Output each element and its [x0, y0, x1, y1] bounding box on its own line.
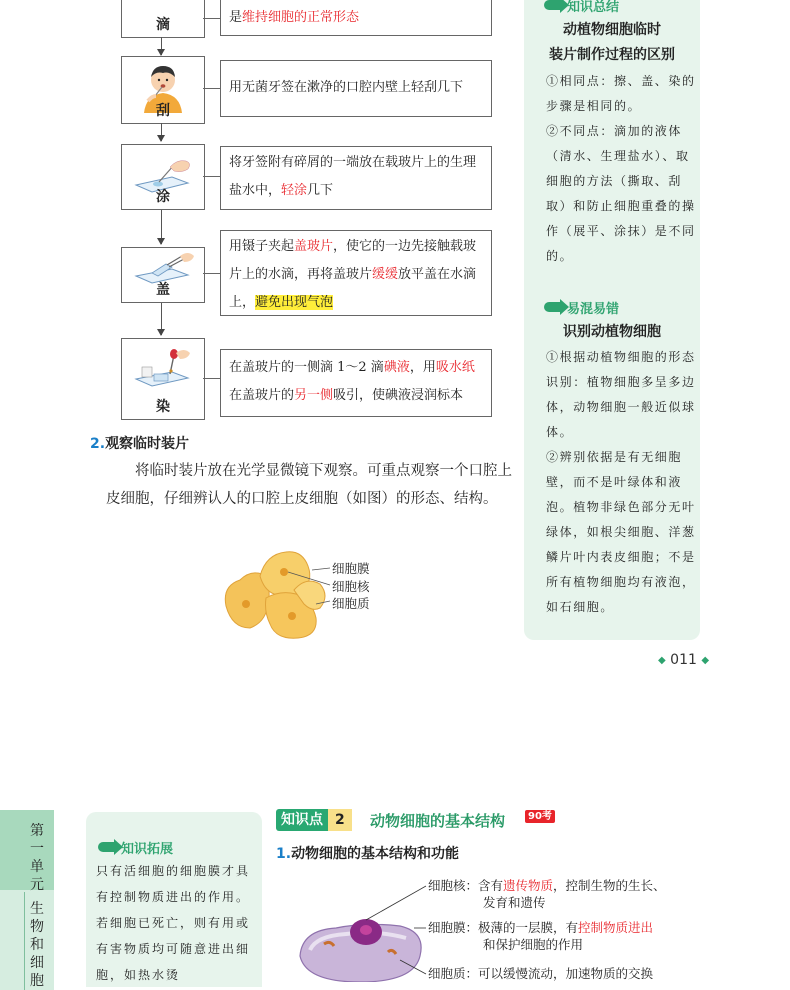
summary-title-line1: 动植物细胞临时	[563, 22, 661, 38]
summary-heading: 知识总结	[544, 0, 619, 15]
iodine-stain-icon	[122, 347, 204, 401]
step-text-segment: ，使它的一边先接触载玻片上的水滴，再将盖玻片	[229, 239, 477, 282]
summary-title-line2: 装片制作过程的区别	[549, 47, 675, 63]
step-text-segment: ，用	[409, 360, 436, 375]
step-text-segment: 在盖玻片的	[229, 388, 295, 403]
knowledge-extension-panel	[86, 812, 262, 987]
step-icon-box-cover	[121, 247, 205, 303]
step-icon-box-smear	[121, 144, 205, 210]
unit-number-tab	[0, 810, 54, 890]
key-term-red: 另一侧	[294, 388, 334, 403]
unit-name-text: 生 物 和 细 胞	[30, 901, 44, 989]
step-text-segment: 在盖玻片的一侧滴 1～2 滴	[229, 360, 384, 375]
step-text-segment: 用无菌牙签在漱净的口腔内壁上轻刮几下	[229, 80, 464, 95]
label-cell-membrane: 细胞膜	[332, 561, 370, 576]
step-label: 滴	[156, 17, 170, 33]
key-term-red: 盖玻片	[294, 239, 334, 254]
extension-heading: 知识拓展	[98, 838, 173, 857]
unit-number-text: 第 一 单 元	[30, 823, 44, 893]
nucleus-description: 细胞核：含有遗传物质，控制生物的生长、 发育和遗传	[428, 878, 666, 910]
key-term-red: 缓缓	[372, 267, 399, 282]
step-icon-box-drip	[121, 0, 205, 38]
knowledge-point-badge: 知识点 2	[276, 809, 352, 831]
page-number: ◆ 011 ◆	[658, 652, 710, 668]
summary-point-same: ①相同点：擦、盖、染的步骤是相同的。	[546, 74, 696, 113]
confusion-body	[546, 345, 698, 620]
label-cell-nucleus: 细胞核	[332, 579, 370, 594]
step-text-segment: 放平盖在水滴上，	[229, 267, 477, 310]
cytoplasm-description: 细胞质：可以缓慢流动，加速物质的交换	[428, 966, 654, 981]
step-text-scrape	[220, 60, 492, 117]
subsection-1-title: 1.动物细胞的基本结构和功能	[276, 846, 460, 862]
diamond-icon: ◆	[658, 655, 666, 666]
step-label: 刮	[156, 103, 170, 119]
animal-cell-illustration	[296, 870, 436, 982]
step-text-segment: 是	[229, 10, 243, 25]
step-text-segment: 几下	[307, 183, 334, 198]
step-label: 涂	[156, 189, 170, 205]
step-text-segment: 将牙签附有碎屑的一端放在载玻片上的生理盐水中，	[229, 155, 477, 198]
step-text-segment: 吸引，使碘液浸润标本	[333, 388, 464, 403]
section-2-paragraph: 将临时装片放在光学显微镜下观察。可重点观察一个口腔上皮细胞，仔细辨认人的口腔上皮细胞（如图）的形态、结构。	[106, 463, 512, 507]
step-icon-box-scrape	[121, 56, 205, 124]
diamond-icon: ◆	[701, 655, 710, 666]
label-cytoplasm: 细胞质	[332, 596, 370, 611]
arrow-right-icon	[544, 0, 561, 10]
key-term-red: 碘液	[383, 360, 410, 375]
unit-side-tab	[0, 810, 54, 990]
step-text-drip	[220, 0, 492, 36]
step-text-cover	[220, 230, 492, 316]
key-term-red: 轻涂	[281, 183, 308, 198]
arrow-right-icon	[544, 302, 561, 312]
confusion-point-shape: ①根据动植物细胞的形态识别：植物细胞多呈多边体，动物细胞一般近似球体。	[546, 350, 696, 439]
step-icon-box-stain	[121, 338, 205, 420]
side-notes-panel	[524, 0, 700, 640]
key-term-highlight: 避免出现气泡	[255, 295, 334, 310]
arrow-right-icon	[98, 842, 115, 852]
key-term-red: 维持细胞的正常形态	[242, 10, 360, 25]
extension-text: 只有活细胞的细胞膜才具有控制物质进出的作用。若细胞已死亡，则有用或有害物质均可随意进出细胞，如热水烫	[96, 864, 251, 982]
exam-count-badge: 90考	[525, 810, 555, 823]
confusion-title: 识别动植物细胞	[563, 324, 661, 340]
knowledge-point-title: 动物细胞的基本结构	[370, 812, 506, 830]
confusion-point-basis: ②辨别依据是有无细胞壁，而不是叶绿体和液泡。植物非绿色部分无叶绿体，如根尖细胞、洋葱鳞片叶内表皮细胞；不是所有植物细胞均有液泡，如石细胞。	[546, 450, 696, 614]
step-text-smear	[220, 146, 492, 210]
summary-body	[546, 69, 698, 269]
step-label: 染	[156, 399, 170, 415]
step-label: 盖	[156, 282, 170, 298]
membrane-description: 细胞膜：极薄的一层膜，有控制物质进出 和保护细胞的作用	[428, 920, 654, 952]
step-text-stain	[220, 349, 492, 417]
summary-point-different: ②不同点：滴加的液体（清水、生理盐水）、取细胞的方法（撕取、刮取）和防止细胞重叠的操作（展平、涂抹）是不同的。	[546, 124, 696, 263]
section-2-title: 2.观察临时装片	[90, 436, 190, 452]
key-term-red: 吸水纸	[435, 360, 475, 375]
confusion-heading: 易混易错	[544, 298, 619, 317]
step-text-segment: 用镊子夹起	[229, 239, 295, 254]
animal-cell-figure	[296, 870, 436, 982]
